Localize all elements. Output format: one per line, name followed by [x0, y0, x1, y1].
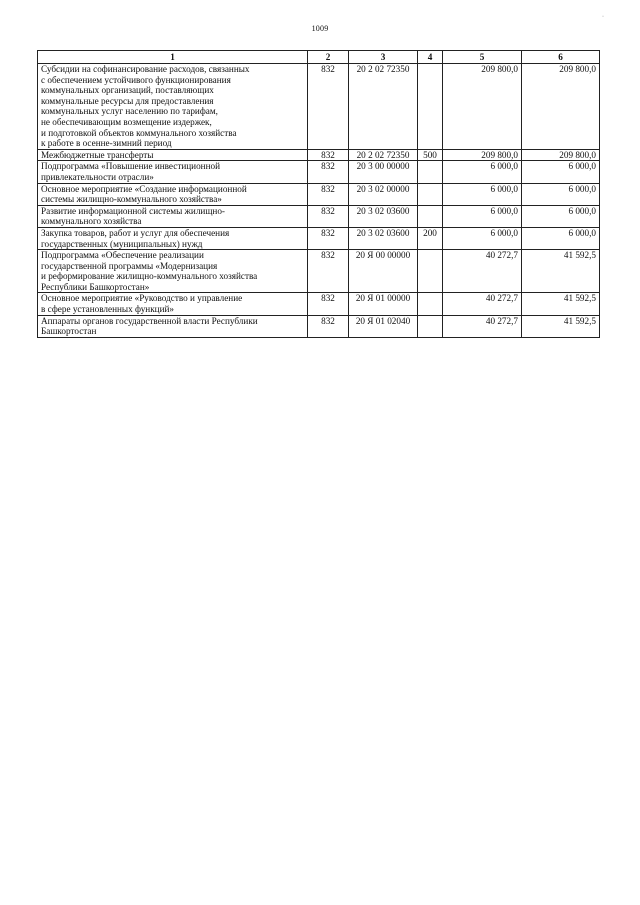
row-amount-1-cell: 40 272,7: [443, 315, 522, 337]
row-name-line: Подпрограмма «Обеспечение реализации: [41, 250, 204, 261]
header-col-5: 5: [443, 51, 522, 64]
row-code-cell: 832: [308, 183, 349, 205]
corner-mark: ·: [602, 14, 604, 20]
table-row: [38, 293, 600, 315]
row-amount-2-cell: 41 592,5: [522, 250, 600, 293]
table-row: [38, 149, 600, 161]
header-col-3: 3: [349, 51, 418, 64]
row-name-cell: [38, 64, 308, 150]
row-target-cell: 20 2 02 72350: [349, 149, 418, 161]
row-name-cell: [38, 250, 308, 293]
table-row: [38, 250, 600, 293]
row-type-cell: 200: [418, 227, 443, 249]
row-target-cell: 20 3 02 00000: [349, 183, 418, 205]
row-target-cell: 20 Я 01 02040: [349, 315, 418, 337]
row-amount-1-cell: 6 000,0: [443, 227, 522, 249]
row-type-cell: [418, 315, 443, 337]
row-name-cell: [38, 293, 308, 315]
row-target-cell: 20 3 00 00000: [349, 161, 418, 183]
row-name-line: и подготовкой объектов коммунального хозяйства: [41, 127, 237, 138]
row-code-cell: 832: [308, 293, 349, 315]
row-code-cell: 832: [308, 64, 349, 150]
row-name-line: системы жилищно-коммунального хозяйства»: [41, 194, 222, 205]
row-name-line: Межбюджетные трансферты: [41, 149, 154, 160]
row-name-line: коммунального хозяйства: [41, 216, 142, 227]
row-name-line: Аппараты органов государственной власти Республики: [41, 315, 258, 326]
row-code-cell: 832: [308, 205, 349, 227]
row-type-cell: 500: [418, 149, 443, 161]
row-amount-2-cell: 6 000,0: [522, 183, 600, 205]
row-amount-2-cell: 41 592,5: [522, 293, 600, 315]
table-header: [38, 51, 600, 64]
table-body: [38, 64, 600, 338]
row-amount-1-cell: 6 000,0: [443, 205, 522, 227]
header-col-1: 1: [38, 51, 308, 64]
row-target-cell: 20 Я 01 00000: [349, 293, 418, 315]
row-name-line: к работе в осенне-зимний период: [41, 138, 172, 149]
row-name-cell: [38, 205, 308, 227]
row-name-line: в сфере установленных функций»: [41, 304, 175, 315]
row-amount-1-cell: 209 800,0: [443, 64, 522, 150]
row-code-cell: 832: [308, 315, 349, 337]
table-row: [38, 227, 600, 249]
row-name-line: коммунальные ресурсы для предоставления: [41, 95, 214, 106]
header-col-4: 4: [418, 51, 443, 64]
row-name-line: Основное мероприятие «Руководство и управление: [41, 293, 243, 304]
row-name-line: привлекательности отрасли»: [41, 171, 154, 182]
row-name-line: Развитие информационной системы жилищно-: [41, 205, 225, 216]
row-name-line: коммунальных услуг населению по тарифам,: [41, 106, 218, 117]
row-type-cell: [418, 161, 443, 183]
row-name-cell: [38, 227, 308, 249]
row-name-line: Республики Башкортостан»: [41, 281, 150, 292]
row-amount-2-cell: 209 800,0: [522, 149, 600, 161]
row-name-line: с обеспечением устойчивого функционирования: [41, 74, 231, 85]
row-name-line: государственной программы «Модернизация: [41, 260, 218, 271]
row-amount-1-cell: 209 800,0: [443, 149, 522, 161]
table-row: [38, 205, 600, 227]
table-row: [38, 161, 600, 183]
row-amount-1-cell: 40 272,7: [443, 293, 522, 315]
row-target-cell: 20 2 02 72350: [349, 64, 418, 150]
row-amount-1-cell: 6 000,0: [443, 183, 522, 205]
row-name-line: Башкортостан: [41, 326, 97, 337]
row-name-line: Основное мероприятие «Создание информационной: [41, 183, 247, 194]
row-code-cell: 832: [308, 149, 349, 161]
header-row: [38, 51, 600, 64]
row-amount-2-cell: 209 800,0: [522, 64, 600, 150]
row-amount-2-cell: 6 000,0: [522, 227, 600, 249]
row-name-line: Закупка товаров, работ и услуг для обеспечения: [41, 227, 230, 238]
row-name-line: государственных (муниципальных) нужд: [41, 238, 203, 249]
row-code-cell: 832: [308, 227, 349, 249]
page-number: 1009: [311, 24, 329, 33]
row-amount-1-cell: 40 272,7: [443, 250, 522, 293]
row-type-cell: [418, 293, 443, 315]
row-name-cell: [38, 183, 308, 205]
row-amount-2-cell: 41 592,5: [522, 315, 600, 337]
budget-table: [37, 50, 600, 338]
row-code-cell: 832: [308, 161, 349, 183]
table-row: [38, 315, 600, 337]
row-name-line: коммунальных организаций, поставляющих: [41, 85, 214, 96]
row-amount-1-cell: 6 000,0: [443, 161, 522, 183]
row-type-cell: [418, 205, 443, 227]
row-name-line: не обеспечивающим возмещение издержек,: [41, 116, 212, 127]
row-type-cell: [418, 64, 443, 150]
row-name-line: Субсидии на софинансирование расходов, связанных: [41, 64, 250, 74]
row-name-line: и реформирование жилищно-коммунального хозяйства: [41, 271, 258, 282]
table-row: [38, 64, 600, 150]
row-name-cell: [38, 315, 308, 337]
row-name-cell: [38, 149, 308, 161]
row-type-cell: [418, 183, 443, 205]
row-amount-2-cell: 6 000,0: [522, 205, 600, 227]
row-code-cell: 832: [308, 250, 349, 293]
header-col-6: 6: [522, 51, 600, 64]
row-name-cell: [38, 161, 308, 183]
row-amount-2-cell: 6 000,0: [522, 161, 600, 183]
row-target-cell: 20 Я 00 00000: [349, 250, 418, 293]
header-col-2: 2: [308, 51, 349, 64]
table-row: [38, 183, 600, 205]
row-target-cell: 20 3 02 03600: [349, 205, 418, 227]
row-target-cell: 20 3 02 03600: [349, 227, 418, 249]
row-type-cell: [418, 250, 443, 293]
row-name-line: Подпрограмма «Повышение инвестиционной: [41, 161, 221, 172]
